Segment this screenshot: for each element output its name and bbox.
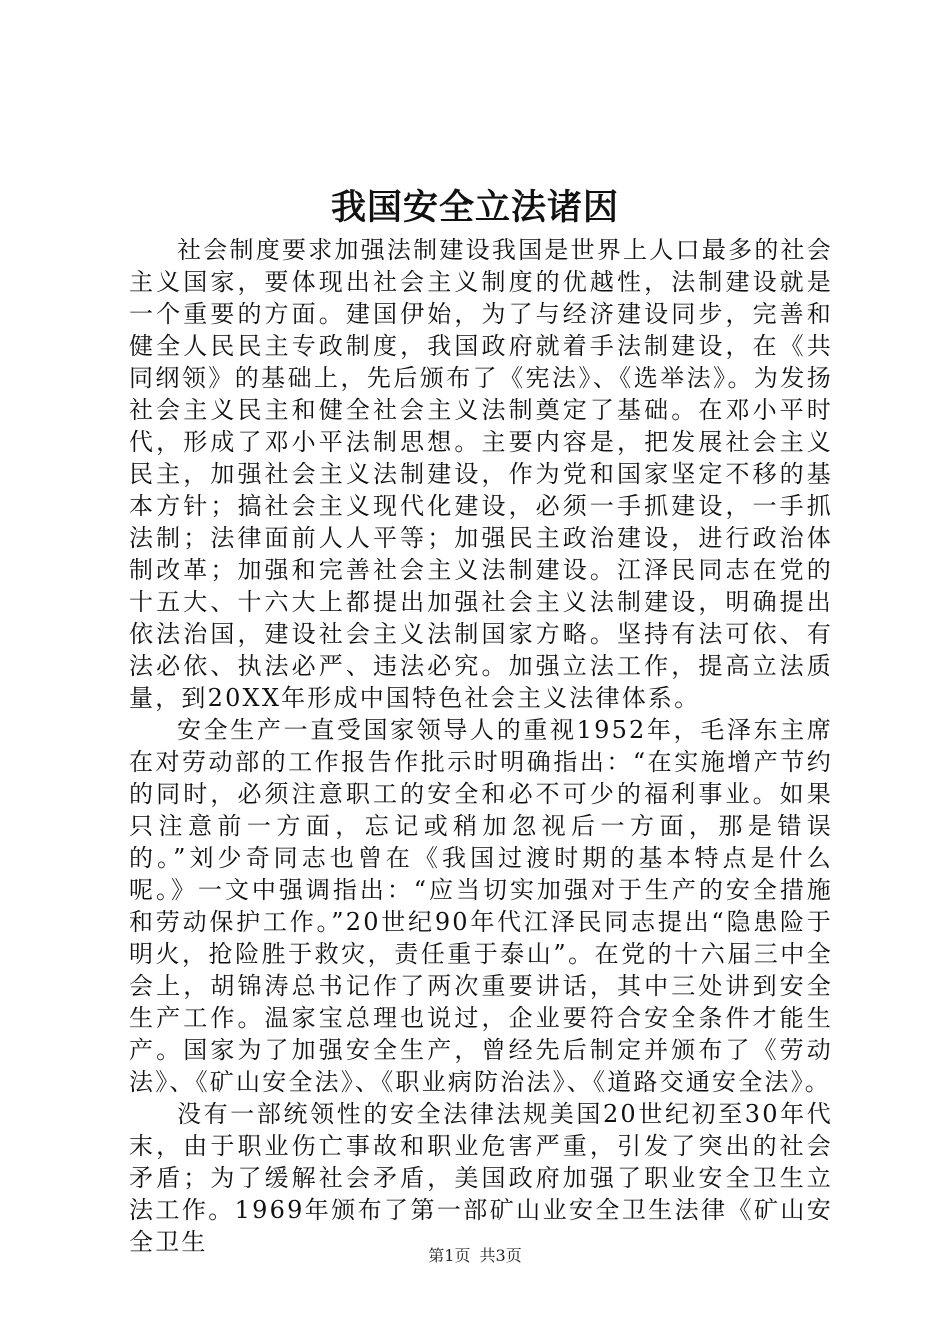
document-title: 我国安全立法诸因: [330, 187, 619, 228]
paragraph-legal-system: 社会制度要求加强法制建设我国是世界上人口最多的社会主义国家，要体现出社会主义制度的优越性，法制建设就是一个重要的方面。建国伊始，为了与经济建设同步，完善和健全人民民主专政制度，我国政府就着手法制建设，在《共同纲领》的基础上，先后颁布了《宪法》、《选举法》。为发扬社会主义民主和健全社会主义法制奠定了基础。在邓小平时代，形成了邓小平法制思想。主要内容是，把发展社会主义民主，加强社会主义法制建设，作为党和国家坚定不移的基本方针；搞社会主义现代化建设，必须一手抓建设，一手抓法制；法律面前人人平等；加强民主政治建设，进行政治体制改革；加强和完善社会主义法制建设。江泽民同志在党的十五大、十六大上都提出加强社会主义法制建设，明确提出依法治国，建设社会主义法制国家方略。坚持有法可依、有法必依、执法必严、违法必究。加强立法工作，提高立法质量，到20XX年形成中国特色社会主义法律体系。: [129, 236, 833, 712]
page-footer: [0, 1246, 950, 1266]
paragraph-us-legislation: 没有一部统领性的安全法律法规美国20世纪初至30年代末，由于职业伤亡事故和职业危害严重，引发了突出的社会矛盾；为了缓解社会矛盾，美国政府加强了职业安全卫生立法工作。1969年颁布了第一部矿山业安全卫生法律《矿山安全卫生: [129, 1100, 833, 1256]
document-body: [129, 234, 833, 1258]
total-page-count: 共3页: [479, 1246, 522, 1265]
paragraph-safety-production: 安全生产一直受国家领导人的重视1952年，毛泽东主席在对劳动部的工作报告作批示时明确指出：“在实施增产节约的同时，必须注意职工的安全和必不可少的福利事业。如果只注意前一方面，忘记或稍加忽视后一方面，那是错误的。”刘少奇同志也曾在《我国过渡时期的基本特点是什么呢。》一文中强调指出：“应当切实加强对于生产的安全措施和劳动保护工作。”20世纪90年代江泽民同志提出“隐患险于明火，抢险胜于救灾，责任重于泰山”。在党的十六届三中全会上，胡锦涛总书记作了两次重要讲话，其中三处讲到安全生产工作。温家宝总理也说过，企业要符合安全条件才能生产。国家为了加强安全生产，曾经先后制定并颁布了《劳动法》、《矿山安全法》、《职业病防治法》、《道路交通安全法》。: [129, 716, 833, 1096]
current-page-number: 第1页: [428, 1246, 471, 1265]
